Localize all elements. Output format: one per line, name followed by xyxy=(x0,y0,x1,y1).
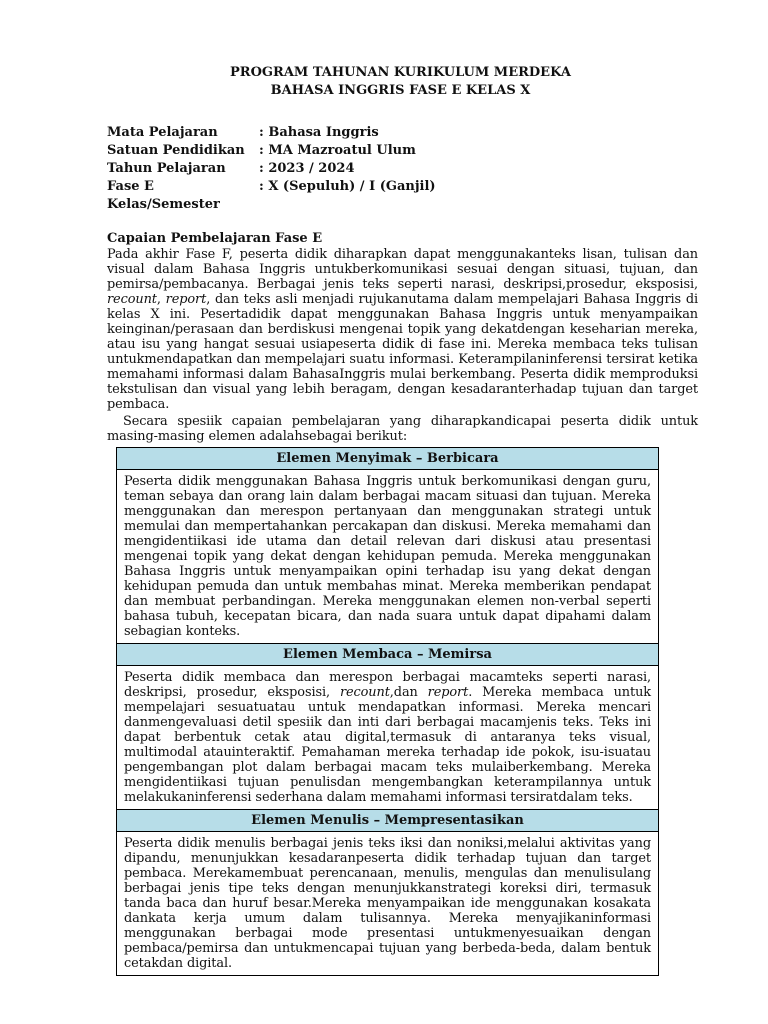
meta-row-school xyxy=(107,142,698,160)
text-span: . Mereka membaca untuk mempelajari sesuatuatau untuk mendapatkan informasi. Mereka mencari danmengevaluasi detil spesiik dan inti dari berbagai macamjenis teks. Teks ini dapat berbentuk cetak atau digital,termasuk di antaranya teks visual, multimodal atauinteraktif. Pemahaman mereka terhadap ide pokok, isu-isuatau pengembangan plot dalam berbagai macam teks mulaiberkembang. Mereka mengidentiikasi tujuan penulisdan mengembangkan keterampilannya untuk melakukaninferensi sederhana dalam memahami informasi tersiratdalam teks. xyxy=(124,685,652,805)
capaian-paragraph-2: Secara spesiik capaian pembelajaran yang diharapkandicapai peserta didik untuk masing-masing elemen adalahsebagai berikut: xyxy=(107,414,698,444)
table-row xyxy=(117,666,659,810)
meta-row-year xyxy=(107,160,698,178)
elements-table xyxy=(116,447,659,976)
italic-term: recount xyxy=(339,685,390,700)
element-body-writing-presenting: Peserta didik menulis berbagai jenis teks iksi dan noniksi,melalui aktivitas yang dipandu, menunjukkan kesadaranpeserta didik terhadap tujuan dan target pembaca. Merekamembuat perencanaan, menulis, mengulas dan menulisulang berbagai jenis tipe teks dengan menunjukkanstrategi koreksi diri, termasuk tanda baca dan huruf besar.Mereka menyampaikan ide menggunakan kosakata dankata kerja umum dalam tulisannya. Mereka menyajikaninformasi menggunakan berbagai mode presentasi untukmenyesuaikan dengan pembaca/pemirsa dan untukmencapai tujuan yang berbeda-beda, dalam bentuk cetakdan digital. xyxy=(117,832,659,976)
table-row xyxy=(117,448,659,470)
section-heading: Capaian Pembelajaran Fase E xyxy=(107,231,323,246)
element-body-listening-speaking: Peserta didik menggunakan Bahasa Inggris untuk berkomunikasi dengan guru, teman sebaya dan orang lain dalam berbagai macam situasi dan tujuan. Mereka menggunakan dan merespon pertanyaan dan menggunakan strategi untuk memulai dan mempertahankan percakapan dan diskusi. Mereka memahami dan mengidentiikasi ide utama dan detail relevan dari diskusi atau presentasi mengenai topik yang dekat dengan kehidupan pemuda. Mereka menggunakan Bahasa Inggris untuk menyampaikan opini terhadap isu yang dekat dengan kehidupan pemuda dan untuk membahas minat. Mereka memberikan pendapat dan membuat perbandingan. Mereka menggunakan elemen non-verbal seperti bahasa tubuh, kecepatan bicara, dan nada suara untuk dapat dipahami dalam sebagian konteks. xyxy=(117,470,659,644)
table-row xyxy=(117,832,659,976)
meta-value: : X (Sepuluh) / I (Ganjil) xyxy=(259,179,436,194)
italic-term: recount xyxy=(107,292,157,307)
element-header-writing-presenting: Elemen Menulis – Mempresentasikan xyxy=(117,810,659,832)
table-row xyxy=(117,810,659,832)
element-header-listening-speaking: Elemen Menyimak – Berbicara xyxy=(117,448,659,470)
meta-label: Mata Pelajaran xyxy=(107,125,218,140)
text-span: Pada akhir Fase F, peserta didik diharapkan dapat menggunakanteks lisan, tulisan dan visual dalam Bahasa Inggris untukberkomunikasi sesuai dengan situasi, tujuan, dan pemirsa/pembacanya. Berbagai jenis teks seperti narasi, deskripsi,prosedur, eksposisi, xyxy=(107,247,698,292)
italic-term: report xyxy=(427,685,469,700)
capaian-paragraph-1 xyxy=(107,247,698,412)
table-row xyxy=(117,644,659,666)
text-span: ,dan xyxy=(389,685,428,700)
table-row xyxy=(117,470,659,644)
element-body-reading-viewing xyxy=(117,666,659,810)
meta-label: Fase E Kelas/Semester xyxy=(107,179,220,212)
element-header-reading-viewing: Elemen Membaca – Memirsa xyxy=(117,644,659,666)
text-span: Peserta didik membaca dan merespon berbagai macamteks seperti narasi, deskripsi, prosedur, eksposisi, xyxy=(124,670,651,700)
title-line-2: BAHASA INGGRIS FASE E KELAS X xyxy=(270,83,531,98)
meta-value: : Bahasa Inggris xyxy=(259,125,379,140)
meta-row-subject xyxy=(107,124,698,142)
text-span: , xyxy=(156,292,166,307)
meta-label: Satuan Pendidikan xyxy=(107,143,245,158)
meta-value: : MA Mazroatul Ulum xyxy=(259,143,416,158)
document-title xyxy=(103,64,698,100)
text-span: , dan teks asli menjadi rujukanutama dalam mempelajari Bahasa Inggris di kelas X ini. Pesertadidik dapat menggunakan Bahasa Inggris untuk menyampaikan keinginan/perasaan dan berdiskusi mengenai topik yang dekatdengan keseharian mereka, atau isu yang hangat sesuai usiapeserta didik di fase ini. Mereka membaca teks tulisan untukmendapatkan dan mempelajari suatu informasi. Keterampilaninferensi tersirat ketika memahami informasi dalam BahasaInggris mulai berkembang. Peserta didik memproduksi tekstulisan dan visual yang lebih beragam, dengan kesadaranterhadap tujuan dan target pembaca. xyxy=(107,292,699,412)
meta-row-phase xyxy=(107,178,698,214)
title-line-1: PROGRAM TAHUNAN KURIKULUM MERDEKA xyxy=(230,65,571,80)
meta-label: Tahun Pelajaran xyxy=(107,161,226,176)
italic-term: report xyxy=(165,292,207,307)
identity-block xyxy=(107,124,698,214)
meta-value: : 2023 / 2024 xyxy=(259,161,355,176)
